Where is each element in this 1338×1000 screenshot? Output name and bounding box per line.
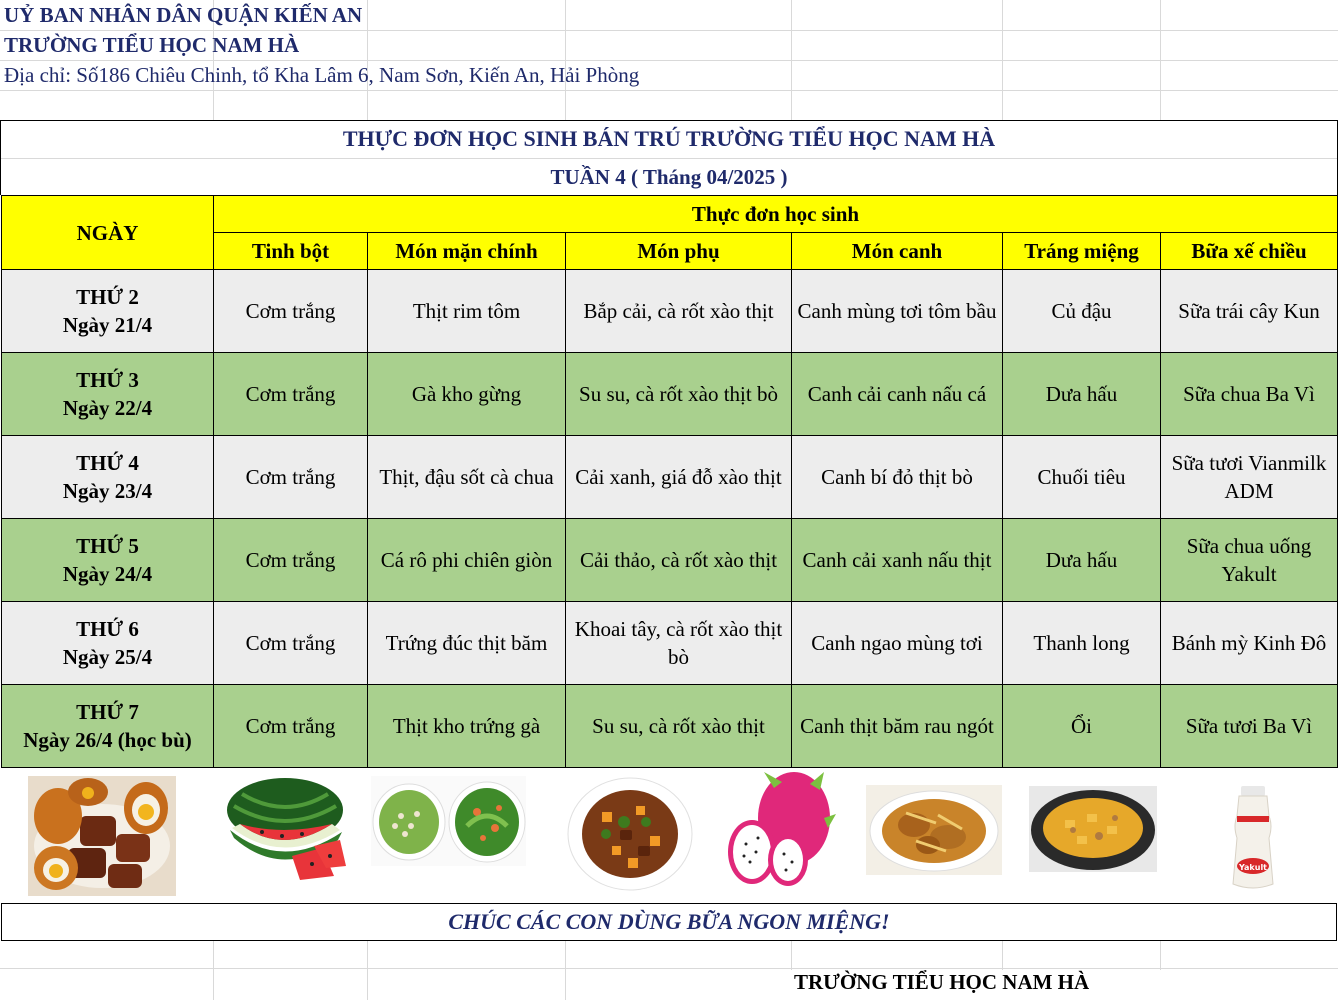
menu-table xyxy=(1,195,1338,768)
menu-cell: Cơm trắng xyxy=(214,353,368,436)
menu-cell: Cải xanh, giá đỗ xào thịt xyxy=(566,436,792,519)
menu-cell: Thanh long xyxy=(1003,602,1161,685)
menu-cell: Cá rô phi chiên giòn xyxy=(368,519,566,602)
weekday: THỨ 7 xyxy=(76,700,139,724)
menu-cell: Cơm trắng xyxy=(214,270,368,353)
column-header: Tinh bột xyxy=(214,233,368,270)
weekday: THỨ 2 xyxy=(76,285,139,309)
dragon-fruit-image xyxy=(724,768,836,888)
table-row xyxy=(2,602,1338,685)
stir-fried-greens-image xyxy=(371,776,526,866)
menu-cell: Sữa tươi Vianmilk ADM xyxy=(1161,436,1338,519)
menu-cell: Ổi xyxy=(1003,685,1161,768)
menu-cell: Canh cải canh nấu cá xyxy=(792,353,1003,436)
date: Ngày 21/4 xyxy=(62,313,153,337)
table-row xyxy=(2,353,1338,436)
braised-pork-eggs-image xyxy=(28,776,176,896)
menu-cell: Trứng đúc thịt băm xyxy=(368,602,566,685)
column-header: Món canh xyxy=(792,233,1003,270)
menu-cell: Su su, cà rốt xào thịt bò xyxy=(566,353,792,436)
day-column-header: NGÀY xyxy=(2,196,214,270)
weekday: THỨ 5 xyxy=(76,534,139,558)
menu-cell: Khoai tây, cà rốt xào thịt bò xyxy=(566,602,792,685)
menu-cell: Sữa chua uống Yakult xyxy=(1161,519,1338,602)
menu-cell: Canh ngao mùng tơi xyxy=(792,602,1003,685)
date: Ngày 22/4 xyxy=(62,396,153,420)
stir-fried-beef-image xyxy=(566,776,694,892)
ginger-chicken-image xyxy=(866,785,1002,875)
menu-cell: Bánh mỳ Kinh Đô xyxy=(1161,602,1338,685)
column-header: Món mặn chính xyxy=(368,233,566,270)
menu-cell: Cơm trắng xyxy=(214,519,368,602)
menu-cell: Thịt rim tôm xyxy=(368,270,566,353)
day-cell xyxy=(2,602,214,685)
day-cell xyxy=(2,353,214,436)
day-cell xyxy=(2,685,214,768)
page-subtitle: TUẦN 4 ( Tháng 04/2025 ) xyxy=(550,165,788,189)
menu-cell: Dưa hấu xyxy=(1003,519,1161,602)
weekday: THỨ 3 xyxy=(76,368,139,392)
district-name: UỶ BAN NHÂN DÂN QUẬN KIẾN AN xyxy=(4,3,363,27)
menu-cell: Chuối tiêu xyxy=(1003,436,1161,519)
weekday: THỨ 6 xyxy=(76,617,139,641)
menu-cell: Canh bí đỏ thịt bò xyxy=(792,436,1003,519)
menu-cell: Canh cải xanh nấu thịt xyxy=(792,519,1003,602)
menu-cell: Cơm trắng xyxy=(214,436,368,519)
menu-cell: Củ đậu xyxy=(1003,270,1161,353)
table-row xyxy=(2,436,1338,519)
menu-cell: Sữa trái cây Kun xyxy=(1161,270,1338,353)
table-row xyxy=(2,519,1338,602)
school-name: TRƯỜNG TIỂU HỌC NAM HÀ xyxy=(4,33,300,57)
column-header: Bữa xế chiều xyxy=(1161,233,1338,270)
date: Ngày 23/4 xyxy=(62,479,153,503)
menu-cell: Gà kho gừng xyxy=(368,353,566,436)
weekday: THỨ 4 xyxy=(76,451,139,475)
table-row xyxy=(2,270,1338,353)
menu-cell: Cơm trắng xyxy=(214,685,368,768)
page-title: THỰC ĐƠN HỌC SINH BÁN TRÚ TRƯỜNG TIỂU HỌC NAM HÀ xyxy=(342,126,996,151)
menu-cell: Canh thịt băm rau ngót xyxy=(792,685,1003,768)
table-row xyxy=(2,685,1338,768)
menu-cell: Dưa hấu xyxy=(1003,353,1161,436)
day-cell xyxy=(2,436,214,519)
signature-school-name: TRƯỜNG TIỂU HỌC NAM HÀ xyxy=(794,970,1090,994)
menu-cell: Thịt kho trứng gà xyxy=(368,685,566,768)
date: Ngày 26/4 (học bù) xyxy=(23,728,192,752)
school-address: Địa chỉ: Số186 Chiêu Chinh, tổ Kha Lâm 6, Nam Sơn, Kiến An, Hải Phòng xyxy=(4,63,640,87)
menu-cell: Cải thảo, cà rốt xào thịt xyxy=(566,519,792,602)
date: Ngày 25/4 xyxy=(62,645,153,669)
menu-cell: Cơm trắng xyxy=(214,602,368,685)
menu-group-header: Thực đơn học sinh xyxy=(214,196,1338,233)
closing-message: CHÚC CÁC CON DÙNG BỮA NGON MIỆNG! xyxy=(1,903,1337,941)
day-cell xyxy=(2,519,214,602)
menu-cell: Thịt, đậu sốt cà chua xyxy=(368,436,566,519)
watermelon-image xyxy=(222,776,348,880)
menu-cell: Sữa chua Ba Vì xyxy=(1161,353,1338,436)
menu-cell: Bắp cải, cà rốt xào thịt xyxy=(566,270,792,353)
menu-cell: Su su, cà rốt xào thịt xyxy=(566,685,792,768)
column-header: Món phụ xyxy=(566,233,792,270)
date: Ngày 24/4 xyxy=(62,562,153,586)
yakult-bottle-image xyxy=(1229,786,1277,890)
column-header: Tráng miệng xyxy=(1003,233,1161,270)
menu-cell: Sữa tươi Ba Vì xyxy=(1161,685,1338,768)
pumpkin-soup-image xyxy=(1029,786,1157,872)
day-cell xyxy=(2,270,214,353)
menu-cell: Canh mùng tơi tôm bầu xyxy=(792,270,1003,353)
svg-text:Yakult: Yakult xyxy=(1238,863,1268,872)
